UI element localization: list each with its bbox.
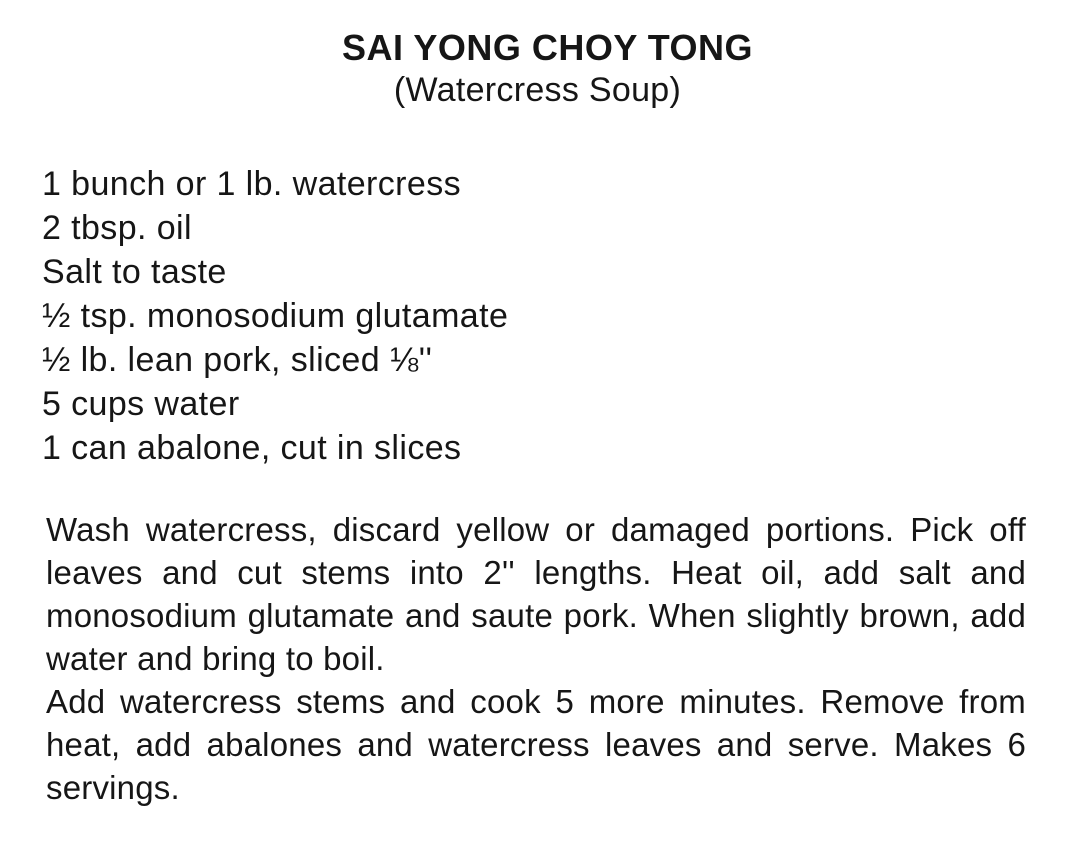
instruction-paragraph: Add watercress stems and cook 5 more minutes. Remove from heat, add abalones and watercress leaves and serve. Makes 6 servings. bbox=[46, 683, 1026, 806]
instruction-paragraph: Wash watercress, discard yellow or damaged portions. Pick off leaves and cut stems into 2'' lengths. Heat oil, add salt and monosodium glutamate and saute pork. When slightly brown, add water and bring to boil. bbox=[46, 511, 1026, 677]
ingredient-item: 1 can abalone, cut in slices bbox=[42, 429, 462, 467]
ingredient-item: ½ lb. lean pork, sliced ⅛'' bbox=[42, 341, 433, 379]
recipe-subtitle: (Watercress Soup) bbox=[393, 71, 682, 109]
recipe-title: SAI YONG CHOY TONG bbox=[341, 27, 754, 68]
ingredient-item: Salt to taste bbox=[42, 253, 227, 291]
title-block bbox=[0, 26, 1075, 110]
instructions bbox=[46, 508, 1026, 809]
ingredient-list bbox=[42, 162, 508, 470]
ingredient-item: ½ tsp. monosodium glutamate bbox=[42, 297, 509, 335]
ingredient-item: 5 cups water bbox=[42, 385, 240, 423]
ingredient-item: 2 tbsp. oil bbox=[42, 209, 192, 247]
ingredient-item: 1 bunch or 1 lb. watercress bbox=[42, 165, 461, 203]
